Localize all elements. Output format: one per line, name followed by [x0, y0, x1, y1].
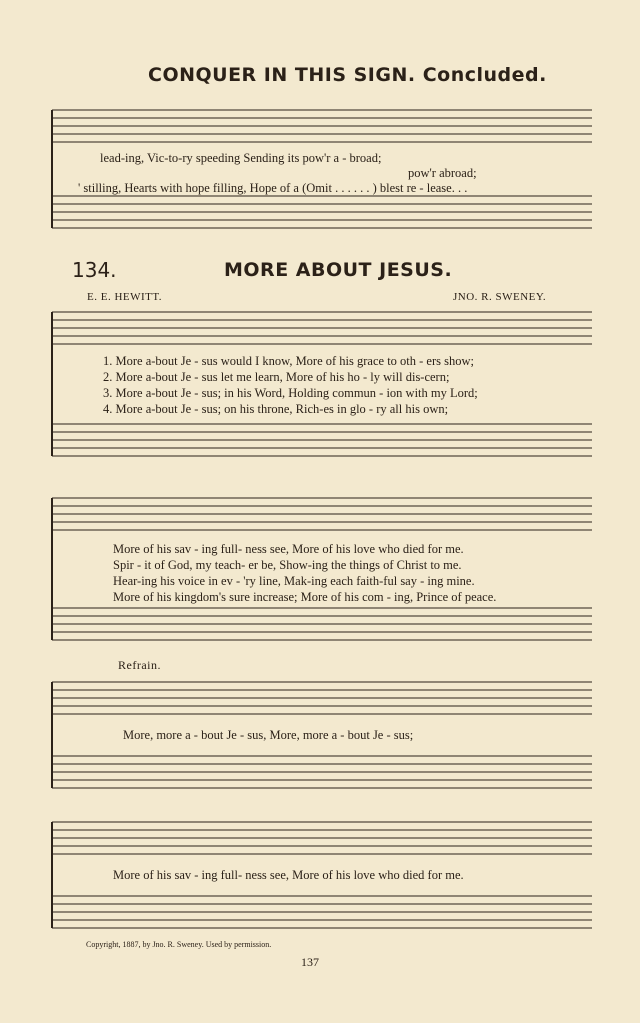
verse-1-line-a: 1. More a-bout Je - sus would I know, More of his grace to oth - ers show;	[103, 354, 474, 368]
bass-staff	[52, 896, 592, 928]
verse-3-line-a: 3. More a-bout Je - sus; in his Word, Holding commun - ion with my Lord;	[103, 386, 478, 400]
bass-staff	[52, 424, 592, 456]
music-system-4	[52, 668, 592, 780]
verse-3-line-b: Hear-ing his voice in ev - 'ry line, Mak-ing each faith-ful say - ing mine.	[113, 574, 475, 588]
treble-staff	[52, 312, 592, 344]
bass-staff	[52, 608, 592, 640]
refrain-line-2: More of his sav - ing full- ness see, More of his love who died for me.	[113, 868, 464, 882]
refrain-label: Refrain.	[118, 658, 161, 672]
page-number: 137	[301, 955, 319, 969]
treble-staff	[52, 498, 592, 530]
composer-credit: JNO. R. SWENEY.	[453, 291, 547, 303]
bass-staff	[52, 196, 592, 228]
hymn-number: 134.	[72, 258, 117, 282]
refrain-line-1: More, more a - bout Je - sus, More, more a - bout Je - sus;	[123, 728, 414, 742]
verse-2-line-a: 2. More a-bout Je - sus let me learn, More of his ho - ly will dis-cern;	[103, 370, 450, 384]
s1-lyric-3: ' stilling, Hearts with hope filling, Hope of a (Omit . . . . . . ) blest re - lease. . .	[78, 181, 468, 195]
treble-staff	[52, 110, 592, 142]
verse-4-line-a: 4. More a-bout Je - sus; on his throne, Rich-es in glo - ry all his own;	[103, 402, 449, 416]
s1-lyric-1: lead-ing, Vic-to-ry speeding Sending its pow'r a - broad;	[100, 151, 382, 165]
verse-4-line-b: More of his kingdom's sure increase; More of his com - ing, Prince of peace.	[113, 590, 497, 604]
bass-staff	[52, 756, 592, 788]
author-credit: E. E. HEWITT.	[87, 291, 163, 303]
verse-1-line-b: More of his sav - ing full- ness see, More of his love who died for me.	[113, 542, 464, 556]
treble-staff	[52, 822, 592, 854]
treble-staff	[52, 682, 592, 714]
copyright-notice: Copyright, 1887, by Jno. R. Sweney. Used by permission.	[86, 940, 272, 949]
hymn-title: MORE ABOUT JESUS.	[224, 259, 453, 281]
s1-lyric-2: pow'r abroad;	[408, 166, 477, 180]
section1-title: CONQUER IN THIS SIGN. Concluded.	[148, 64, 547, 86]
verse-2-line-b: Spir - it of God, my teach- er be, Show-ing the things of Christ to me.	[113, 558, 462, 572]
